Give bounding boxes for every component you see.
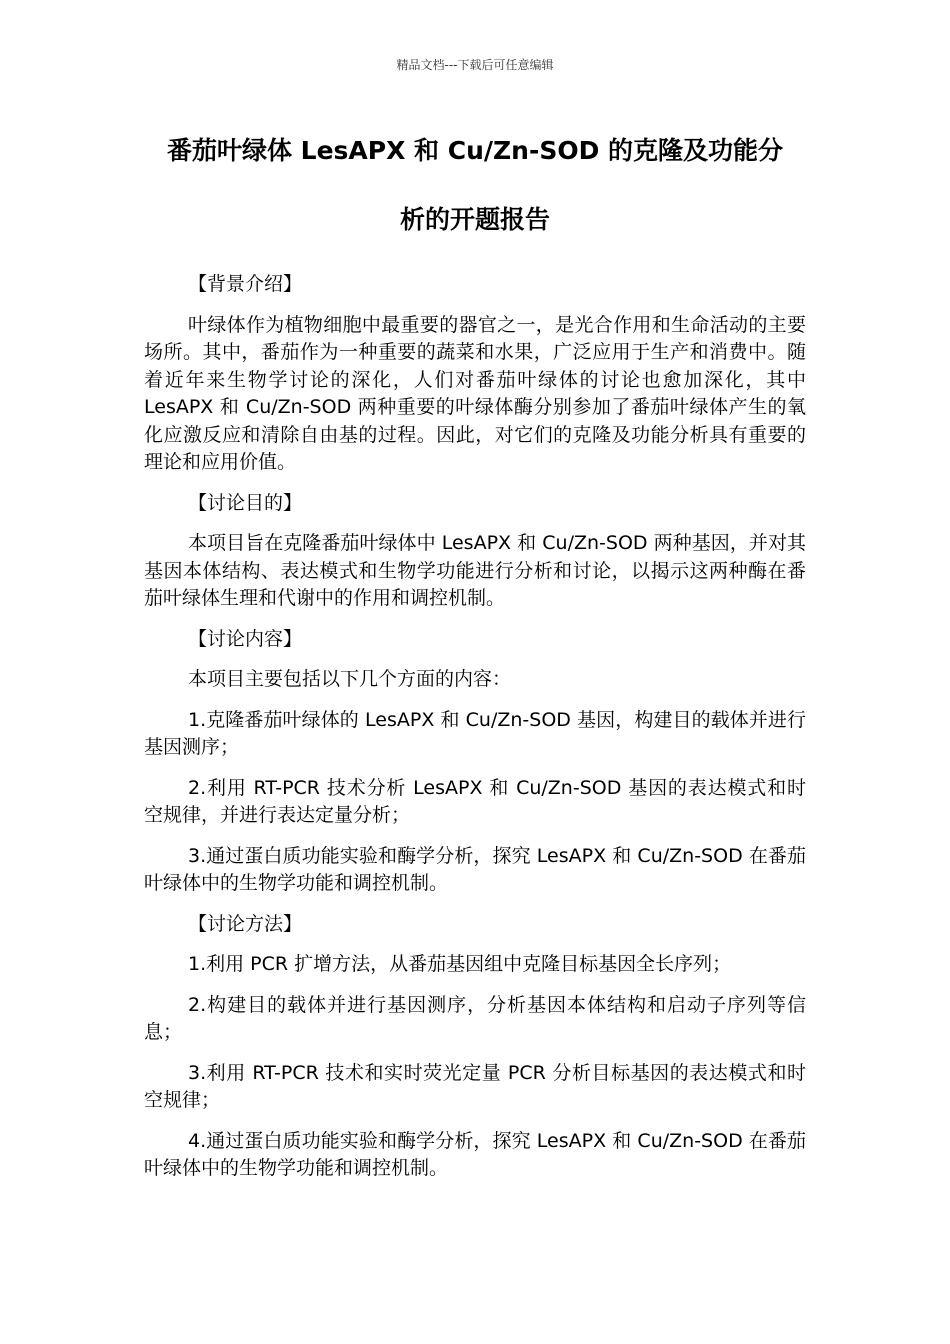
header-note: 精品文档---下载后可任意编辑: [396, 58, 554, 72]
title-line-1: 番茄叶绿体 LesAPX 和 Cu/Zn-SOD 的克隆及功能分: [166, 136, 784, 165]
title-line-2: 析的开题报告: [399, 205, 550, 234]
purpose-paragraph: 本项目旨在克隆番茄叶绿体中 LesAPX 和 Cu/Zn-SOD 两种基因，并对其基因本体结构、表达模式和生物学功能进行分析和讨论，以揭示这两种酶在番茄叶绿体生理和代谢中的作用和调控机制。: [144, 532, 806, 609]
content-item: 2.利用 RT-PCR 技术分析 LesAPX 和 Cu/Zn-SOD 基因的表达模式和时空规律，并进行表达定量分析；: [144, 776, 806, 826]
method-item: 1.利用 PCR 扩增方法，从番茄基因组中克隆目标基因全长序列；: [188, 953, 732, 975]
content-heading: 【讨论内容】: [188, 627, 303, 650]
background-heading: 【背景介绍】: [188, 273, 303, 295]
method-heading: 【讨论方法】: [188, 912, 303, 935]
content-intro: 本项目主要包括以下几个方面的内容：: [188, 668, 512, 690]
method-item: 3.利用 RT-PCR 技术和实时荧光定量 PCR 分析目标基因的表达模式和时空规律；: [144, 1061, 806, 1111]
background-paragraph: 叶绿体作为植物细胞中最重要的器官之一，是光合作用和生命活动的主要场所。其中，番茄作为一种重要的蔬菜和水果，广泛应用于生产和消费中。随着近年来生物学讨论的深化，人们对番茄叶绿体的讨论也愈加深化，其中 LesAPX 和 Cu/Zn-SOD 两种重要的叶绿体酶分别参加了番茄叶绿体产生的氧化应激反应和清除自由基的过程。因此，对它们的克隆及功能分析具有重要的理论和应用价值。: [144, 313, 806, 473]
document-title: [140, 133, 810, 237]
method-item: 2.构建目的载体并进行基因测序，分析基因本体结构和启动子序列等信息；: [144, 993, 806, 1043]
purpose-heading: 【讨论目的】: [188, 491, 303, 514]
document-body: [144, 271, 806, 1196]
method-item: 4.通过蛋白质功能实验和酶学分析，探究 LesAPX 和 Cu/Zn-SOD 在番茄叶绿体中的生物学功能和调控机制。: [144, 1129, 806, 1179]
content-item: 3.通过蛋白质功能实验和酶学分析，探究 LesAPX 和 Cu/Zn-SOD 在番茄叶绿体中的生物学功能和调控机制。: [144, 844, 806, 894]
content-item: 1.克隆番茄叶绿体的 LesAPX 和 Cu/Zn-SOD 基因，构建目的载体并进行基因测序；: [144, 708, 806, 758]
